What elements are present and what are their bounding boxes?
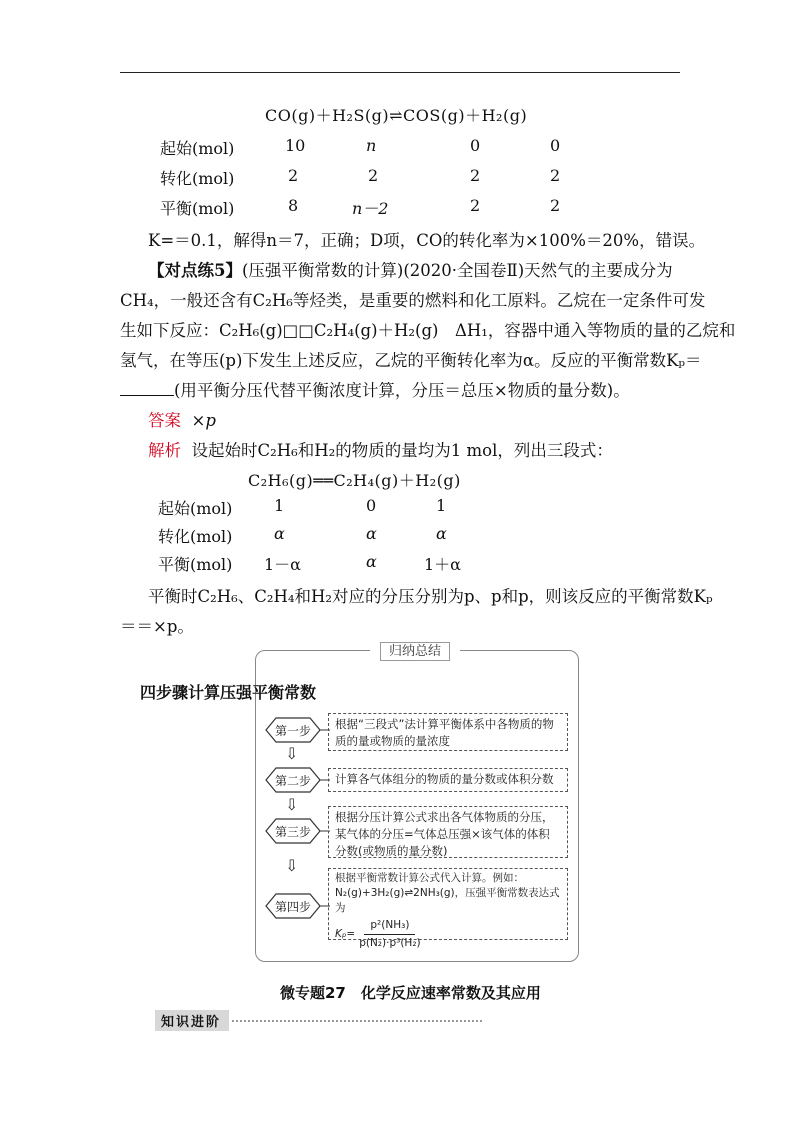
table-cell: 2 [550, 166, 561, 185]
analysis-line [148, 436, 613, 466]
table-cell: 8 [288, 196, 299, 215]
summary-tab [370, 640, 460, 660]
table-cell: n [366, 136, 377, 155]
answer-blank [120, 377, 174, 396]
row-label: 平衡(mol) [158, 555, 233, 574]
step-3-box: 根据分压计算公式求出各气体物质的分压，某气体的分压=气体总压强×该气体的体积分数(或物质的量分数) [328, 806, 568, 858]
table-cell: 2 [470, 196, 481, 215]
answer-value: ×p [191, 411, 216, 430]
summary-title: 四步骤计算压强平衡常数 [140, 683, 317, 702]
step-4-label: 第四步 [274, 899, 311, 914]
table-cell: 2 [550, 196, 561, 215]
header-rule [120, 72, 680, 73]
table-cell: 0 [470, 136, 481, 155]
row-label: 平衡(mol) [160, 199, 235, 218]
knowledge-advance-label: 知识进阶 [155, 1010, 229, 1031]
practice-line-2: CH₄，一般还含有C₂H₆等烃类，是重要的燃料和化工原料。乙烷在一定条件可发 [120, 291, 706, 310]
kp-denominator: p(N₂)·p³(H₂) [359, 937, 421, 949]
table-cell: 2 [288, 166, 299, 185]
practice-text: (用平衡分压代替平衡浓度计算，分压＝总压×物质的量分数)。 [174, 381, 630, 400]
table-cell: α [366, 524, 377, 543]
row-label: 起始(mol) [158, 499, 233, 518]
table-cell: 1－α [264, 555, 301, 574]
table-cell: 2 [470, 166, 481, 185]
down-arrow-icon: ⇩ [285, 744, 299, 763]
analysis-text: 设起始时C₂H₆和H₂的物质的量均为1 mol，列出三段式： [191, 441, 613, 460]
table-cell: 10 [285, 136, 306, 155]
dotted-divider [232, 1020, 482, 1022]
down-arrow-icon: ⇩ [285, 856, 299, 875]
table-cell: 0 [550, 136, 561, 155]
table-cell: 2 [368, 166, 379, 185]
practice-line-1 [148, 256, 673, 286]
practice-text: (压强平衡常数的计算)(2020·全国卷Ⅱ)天然气的主要成分为 [241, 261, 673, 280]
kp-formula [335, 917, 561, 952]
step-1-box: 根据“三段式”法计算平衡体系中各物质的物质的量或物质的量浓度 [328, 713, 568, 751]
step-3-label: 第三步 [274, 824, 311, 839]
table-cell: α [274, 524, 285, 543]
table-cell: 1 [436, 496, 447, 515]
table-cell: 1 [274, 496, 285, 515]
equation-co-h2s: CO(g)＋H₂S(g)⇌COS(g)＋H₂(g) [265, 106, 528, 125]
step-2-label: 第二步 [274, 773, 311, 788]
row-label: 转化(mol) [158, 527, 233, 546]
kp-lhs: Kₚ= [335, 928, 356, 940]
kp-fraction [359, 917, 420, 952]
row-label: 起始(mol) [160, 139, 235, 158]
practice-tag: 【对点练5】 [148, 261, 242, 280]
conclusion-line-2: ＝＝×p。 [120, 617, 194, 636]
conclusion-line-1: 平衡时C₂H₆、C₂H₄和H₂对应的分压分别为p、p和p，则该反应的平衡常数Kₚ [148, 587, 713, 606]
k-result-line: K=＝0.1，解得n＝7，正确；D项，CO的转化率为×100%＝20%，错误。 [148, 231, 706, 250]
answer-line [148, 406, 216, 436]
table-cell: α [436, 524, 447, 543]
practice-line-3: 生如下反应：C₂H₆(g)□□C₂H₄(g)＋H₂(g) ΔH₁，容器中通入等物质的量的乙烷和 [120, 321, 736, 340]
analysis-label: 解析 [148, 441, 181, 460]
down-arrow-icon: ⇩ [285, 795, 299, 814]
answer-label: 答案 [148, 411, 181, 430]
table-cell: 0 [366, 496, 377, 515]
step-1-label: 第一步 [274, 723, 311, 738]
table-cell: 1＋α [424, 555, 461, 574]
step-4-box [328, 868, 568, 949]
table-cell: n－2 [352, 199, 389, 218]
step-2-box: 计算各气体组分的物质的量分数或体积分数 [328, 768, 568, 792]
row-label: 转化(mol) [160, 169, 235, 188]
practice-line-4: 氢气，在等压(p)下发生上述反应，乙烷的平衡转化率为α。反应的平衡常数Kₚ＝ [120, 351, 702, 370]
micro-topic-title: 微专题27 化学反应速率常数及其应用 [280, 984, 541, 1002]
summary-tab-label: 归纳总结 [380, 642, 450, 661]
practice-line-5 [120, 376, 630, 406]
table-cell: α [366, 552, 377, 571]
step-4-text: 根据平衡常数计算公式代入计算。例如：N₂(g)+3H₂(g)⇌2NH₃(g)，压强平衡常数表达式为 [335, 872, 560, 914]
equation-c2h6: C₂H₆(g)══C₂H₄(g)＋H₂(g) [248, 471, 461, 490]
kp-numerator: p²(NH₃) [364, 917, 415, 935]
